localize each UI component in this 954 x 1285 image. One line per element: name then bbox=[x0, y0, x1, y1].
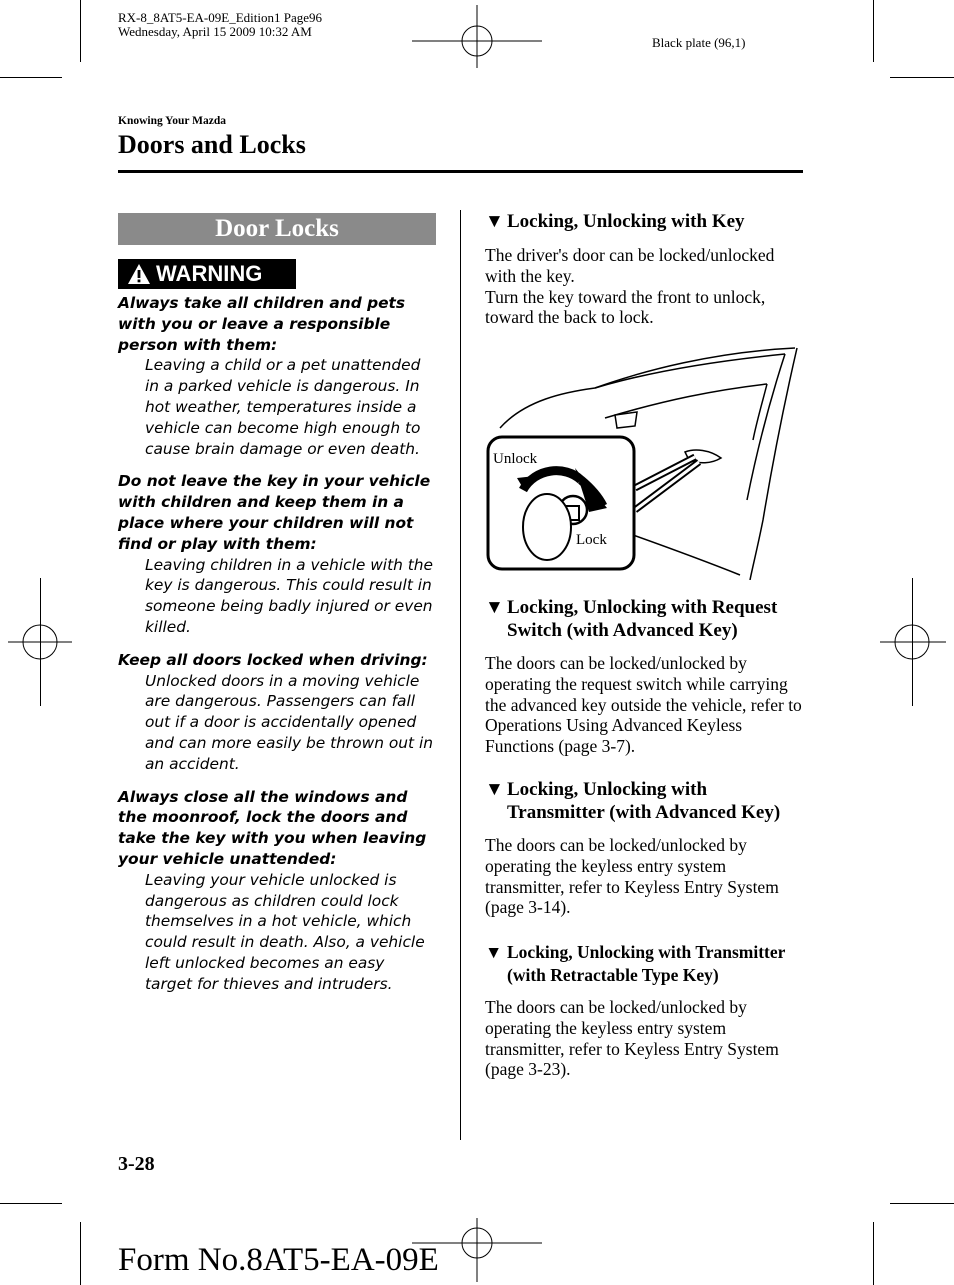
warning-heading: Do not leave the key in your vehicle with children and keep them in a place where your children will not find or play with them: bbox=[118, 472, 431, 553]
page-number: 3-28 bbox=[118, 1153, 155, 1175]
warning-item bbox=[118, 471, 436, 637]
column-divider bbox=[460, 210, 461, 1140]
warning-heading: Always close all the windows and the moonroof, lock the doors and take the key with you when leaving your vehicle unattended: bbox=[118, 787, 427, 868]
warning-item bbox=[118, 293, 436, 459]
triangle-bullet-icon: ▼ bbox=[485, 779, 504, 800]
header-rule bbox=[118, 170, 803, 173]
subheading-transmitter-advanced bbox=[485, 779, 815, 824]
subheading-line1: Locking, Unlocking with Transmitter bbox=[507, 942, 786, 962]
warning-list bbox=[118, 293, 436, 1007]
warning-triangle-icon bbox=[127, 263, 151, 285]
subheading-request-switch bbox=[485, 597, 815, 642]
print-slug-line1: RX-8_8AT5-EA-09E_Edition1 Page96 bbox=[118, 10, 323, 25]
subheading-line1: Locking, Unlocking with Request bbox=[507, 597, 778, 618]
triangle-bullet-icon: ▼ bbox=[485, 597, 504, 618]
body-request-switch: The doors can be locked/unlocked by operating the request switch while carrying the advanced key outside the vehicle, refer to Operations Using Advanced Keyless Functions (page 3-7). bbox=[485, 653, 802, 757]
subheading-line2: Switch (with Advanced Key) bbox=[507, 619, 738, 641]
warning-label: WARNING bbox=[156, 261, 263, 286]
warning-item bbox=[118, 787, 436, 995]
subheading-line2: (with Retractable Type Key) bbox=[507, 964, 719, 985]
door-locks-banner: Door Locks bbox=[118, 213, 436, 245]
body-transmitter-advanced: The doors can be locked/unlocked by operating the keyless entry system transmitter, refer to Keyless Entry System (page 3-14). bbox=[485, 835, 779, 918]
subheading-line1: Locking, Unlocking with Key bbox=[507, 211, 745, 232]
form-number: Form No.8AT5-EA-09E bbox=[118, 1242, 439, 1278]
subheading-transmitter-retractable bbox=[485, 941, 815, 986]
print-plate-label: Black plate (96,1) bbox=[652, 35, 746, 50]
print-slug-line2: Wednesday, April 15 2009 10:32 AM bbox=[118, 24, 312, 39]
subheading-key bbox=[485, 211, 815, 234]
body-transmitter-retractable: The doors can be locked/unlocked by operating the keyless entry system transmitter, refer to Keyless Entry System (page 3-23). bbox=[485, 997, 779, 1080]
warning-body: Leaving your vehicle unlocked is dangerous as children could lock themselves in a hot vehicle, which could result in death. Also, a vehicle left unlocked becomes an easy target for thieves and intruders. bbox=[145, 870, 425, 993]
chapter-title: Doors and Locks bbox=[118, 130, 306, 159]
lock-label: Lock bbox=[576, 532, 607, 548]
warning-heading: Always take all children and pets with you or leave a responsible person with them: bbox=[118, 294, 406, 354]
warning-badge bbox=[118, 259, 296, 289]
warning-body: Unlocked doors in a moving vehicle are dangerous. Passengers can fall out if a door is accidentally opened and can more easily be thrown out in an accident. bbox=[145, 671, 433, 773]
subheading-line2: Transmitter (with Advanced Key) bbox=[507, 801, 781, 823]
warning-item bbox=[118, 650, 436, 775]
warning-body: Leaving a child or a pet unattended in a parked vehicle is dangerous. In hot weather, temperatures inside a vehicle can become high enough to cause brain damage or even death. bbox=[145, 356, 421, 458]
body-key: The driver's door can be locked/unlocked with the key. Turn the key toward the front to unlock, toward the back to lock. bbox=[485, 245, 775, 328]
subheading-line1: Locking, Unlocking with bbox=[507, 779, 708, 800]
section-label: Knowing Your Mazda bbox=[118, 115, 226, 127]
unlock-label: Unlock bbox=[493, 451, 538, 467]
triangle-bullet-icon: ▼ bbox=[485, 942, 503, 962]
triangle-bullet-icon: ▼ bbox=[485, 211, 504, 232]
warning-heading: Keep all doors locked when driving: bbox=[118, 650, 428, 669]
warning-body: Leaving children in a vehicle with the key is dangerous. This could result in someone being badly injured or even killed. bbox=[145, 555, 434, 636]
door-key-illustration bbox=[485, 340, 805, 580]
